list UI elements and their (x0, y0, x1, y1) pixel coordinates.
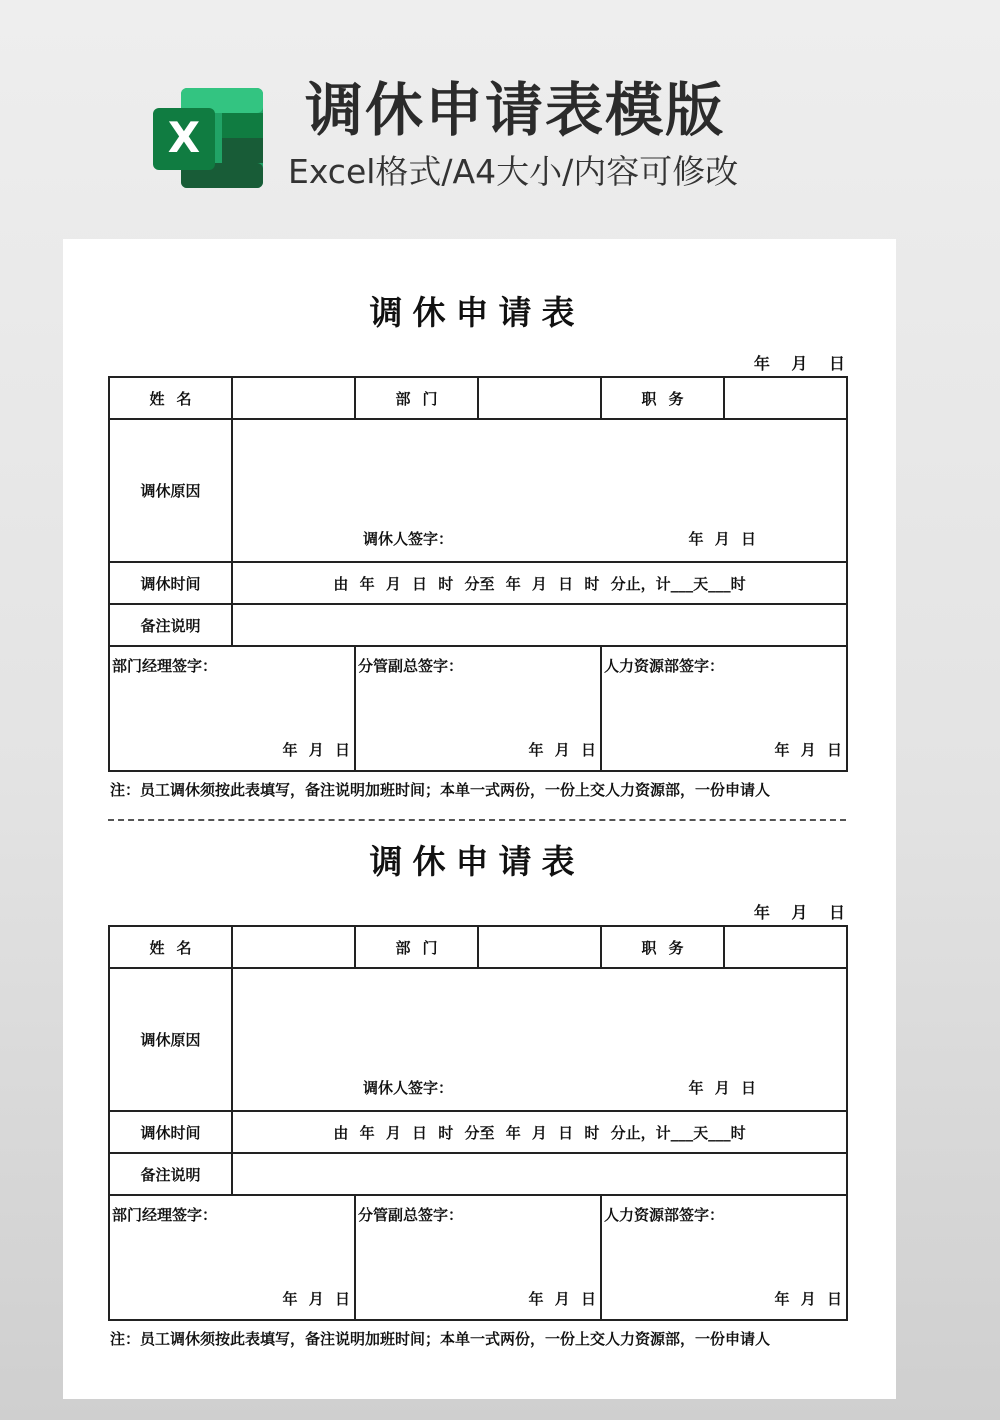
time-field[interactable]: 由 年 月 日 时 分至 年 月 日 时 分止，计___天___时 (232, 562, 847, 604)
name-field[interactable] (232, 926, 355, 968)
dept-manager-date: 年 月 日 (282, 741, 350, 759)
cut-line-divider (108, 819, 846, 821)
excel-icon (153, 88, 265, 188)
banner-subtitle: Excel格式/A4大小/内容可修改 (288, 152, 739, 191)
form-title: 调休申请表 (369, 293, 585, 332)
applicant-date: 年 月 日 (688, 530, 756, 548)
position-label: 职务 (601, 377, 724, 419)
position-label: 职务 (601, 926, 724, 968)
dept-manager-signature-box[interactable] (109, 1195, 355, 1320)
remarks-field[interactable] (232, 604, 847, 646)
form-date: 年 月 日 (753, 354, 846, 373)
template-banner (0, 0, 1000, 230)
time-label: 调休时间 (109, 1111, 232, 1153)
hr-date: 年 月 日 (774, 741, 842, 759)
hr-date: 年 月 日 (774, 1290, 842, 1308)
remarks-field[interactable] (232, 1153, 847, 1195)
form-title: 调休申请表 (369, 842, 585, 881)
applicant-signature-label: 调休人签字： (363, 1079, 454, 1097)
vp-signature-label: 分管副总签字： (358, 657, 464, 675)
dept-manager-signature-label: 部门经理签字： (112, 657, 218, 675)
remarks-label: 备注说明 (109, 1153, 232, 1195)
hr-signature-label: 人力资源部签字： (604, 657, 725, 675)
reason-label: 调休原因 (109, 419, 232, 562)
form-date: 年 月 日 (753, 903, 846, 922)
position-field[interactable] (724, 377, 847, 419)
excel-icon-letter: X (167, 113, 201, 162)
form-note: 注：员工调休须按此表填写，备注说明加班时间；本单一式两份，一份上交人力资源部，一份申请人 (110, 1330, 771, 1348)
hr-signature-box[interactable] (601, 1195, 847, 1320)
reason-field[interactable] (232, 419, 847, 562)
vp-signature-box[interactable] (355, 646, 601, 771)
hr-signature-label: 人力资源部签字： (604, 1206, 725, 1224)
dept-manager-signature-label: 部门经理签字： (112, 1206, 218, 1224)
name-label: 姓名 (109, 926, 232, 968)
department-label: 部门 (355, 377, 478, 419)
reason-field[interactable] (232, 968, 847, 1111)
department-field[interactable] (478, 377, 601, 419)
document-page (63, 239, 896, 1399)
form-table (108, 925, 848, 1321)
name-label: 姓名 (109, 377, 232, 419)
form-note: 注：员工调休须按此表填写，备注说明加班时间；本单一式两份，一份上交人力资源部，一份申请人 (110, 781, 771, 799)
vp-signature-box[interactable] (355, 1195, 601, 1320)
position-field[interactable] (724, 926, 847, 968)
hr-signature-box[interactable] (601, 646, 847, 771)
time-label: 调休时间 (109, 562, 232, 604)
banner-title: 调休申请表模版 (305, 76, 726, 144)
dept-manager-date: 年 月 日 (282, 1290, 350, 1308)
vp-date: 年 月 日 (528, 741, 596, 759)
vp-date: 年 月 日 (528, 1290, 596, 1308)
vp-signature-label: 分管副总签字： (358, 1206, 464, 1224)
department-field[interactable] (478, 926, 601, 968)
reason-label: 调休原因 (109, 968, 232, 1111)
applicant-date: 年 月 日 (688, 1079, 756, 1097)
applicant-signature-label: 调休人签字： (363, 530, 454, 548)
form-table (108, 376, 848, 772)
department-label: 部门 (355, 926, 478, 968)
dept-manager-signature-box[interactable] (109, 646, 355, 771)
time-field[interactable]: 由 年 月 日 时 分至 年 月 日 时 分止，计___天___时 (232, 1111, 847, 1153)
name-field[interactable] (232, 377, 355, 419)
remarks-label: 备注说明 (109, 604, 232, 646)
